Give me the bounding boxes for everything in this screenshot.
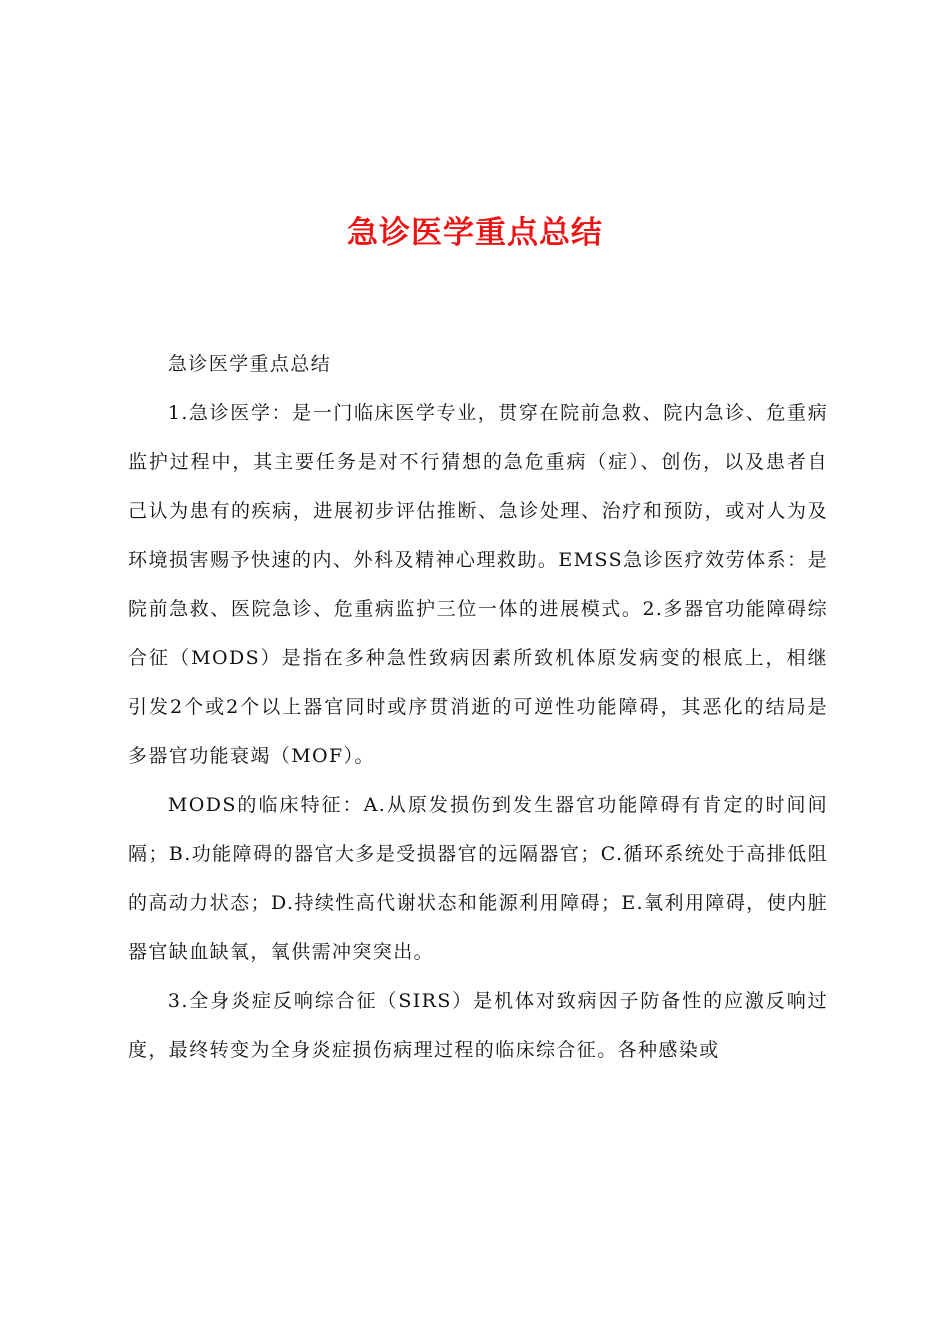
paragraph-mods-features: MODS的临床特征：A.从原发损伤到发生器官功能障碍有肯定的时间间隔；B.功能障碍的器官大多是受损器官的远隔器官；C.循环系统处于高排低阻的高动力状态；D.持续性高代谢状态和能源利用障碍；E.氧利用障碍，使内脏器官缺血缺氧，氧供需冲突突出。 — [128, 794, 828, 963]
document-body — [128, 340, 828, 1075]
paragraph-sirs: 3.全身炎症反响综合征（SIRS）是机体对致病因子防备性的应激反响过度，最终转变为全身炎症损伤病理过程的临床综合征。各种感染或 — [128, 990, 828, 1061]
document-title: 急诊医学重点总结 — [347, 215, 603, 251]
paragraph-subtitle: 急诊医学重点总结 — [167, 353, 332, 375]
paragraph-definitions: 1.急诊医学：是一门临床医学专业，贯穿在院前急救、院内急诊、危重病监护过程中，其主要任务是对不行猜想的急危重病（症）、创伤，以及患者自己认为患有的疾病，进展初步评估推断、急诊处理、治疗和预防，或对人为及环境损害赐予快速的内、外科及精神心理救助。EMSS急诊医疗效劳体系：是院前急救、医院急诊、危重病监护三位一体的进展模式。2.多器官功能障碍综合征（MODS）是指在多种急性致病因素所致机体原发病变的根底上，相继引发2个或2个以上器官同时或序贯消逝的可逆性功能障碍，其恶化的结局是多器官功能衰竭（MOF）。 — [128, 402, 828, 767]
